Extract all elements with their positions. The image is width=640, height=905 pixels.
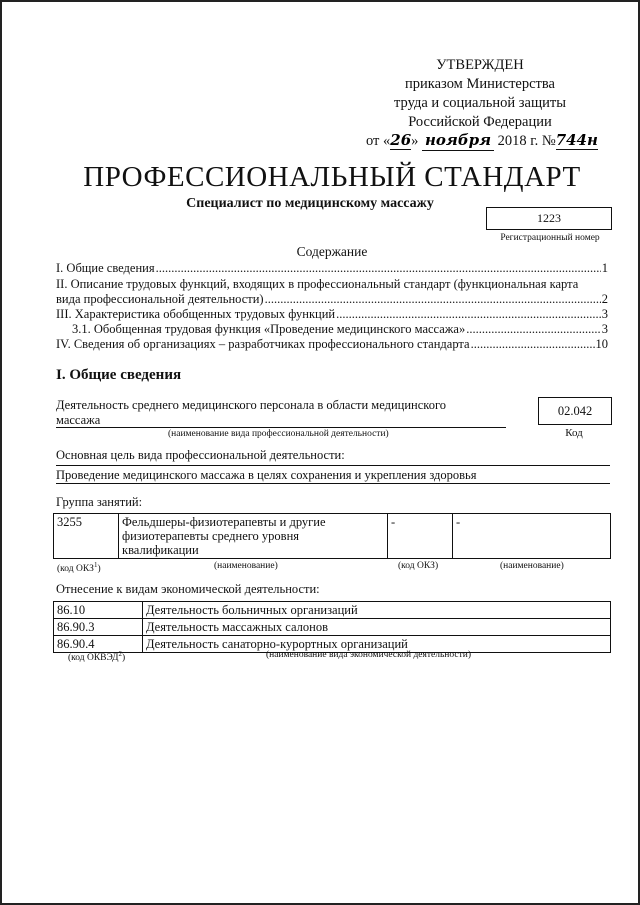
toc-item-text: III. Характеристика обобщенных трудовых функций — [56, 307, 336, 321]
okved-code-cell: 86.10 — [54, 602, 143, 619]
group-name-cell — [119, 514, 388, 559]
table-row — [54, 602, 611, 619]
date-prefix: от « — [366, 133, 391, 149]
date-mid: » — [411, 133, 419, 149]
approval-block — [360, 56, 600, 132]
document-title: ПРОФЕССИОНАЛЬНЫЙ СТАНДАРТ — [83, 161, 581, 193]
toc-item-page: 1 — [601, 261, 608, 275]
goal-box-top — [56, 465, 610, 466]
goal-text: Проведение медицинского массажа в целях сохранения и укрепления здоровья — [56, 468, 477, 482]
group-label: Группа занятий: — [56, 495, 143, 509]
activity-code-label: Код — [565, 427, 583, 439]
activity-caption: (наименование вида профессиональной деятельности) — [168, 429, 389, 439]
registration-number-box: 1223 — [486, 207, 612, 230]
activity-underline — [56, 427, 506, 428]
toc-item[interactable] — [72, 322, 608, 337]
okved-name-cell: Деятельность массажных салонов — [143, 619, 611, 636]
caption-okz-1: (код ОКЗ$^1$) — [57, 561, 101, 575]
okved-code-cell: 86.90.3 — [54, 619, 143, 636]
caption-name-1: (наименование) — [214, 561, 278, 571]
group-name-line-1: Фельдшеры-физиотерапевты и другие — [122, 515, 326, 529]
document-subtitle: Специалист по медицинскому массажу — [186, 196, 434, 211]
approval-line-3: труда и социальной защиты — [394, 95, 566, 111]
okved-code-cell: 86.90.4 — [54, 636, 143, 653]
order-number: 744н — [555, 131, 598, 149]
okved-name-cell: Деятельность больничных организаций — [143, 602, 611, 619]
toc-item[interactable] — [56, 261, 608, 276]
economic-activity-table — [53, 601, 611, 653]
table-row — [54, 619, 611, 636]
group-name-line-2: физиотерапевты среднего уровня — [122, 529, 300, 543]
toc-item-text: I. Общие сведения — [56, 261, 155, 275]
toc-leader — [471, 337, 595, 352]
section-heading: I. Общие сведения — [56, 367, 182, 383]
toc-leader — [265, 292, 601, 307]
activity-name-line-1: Деятельность среднего медицинского персонала в области медицинского — [56, 398, 447, 412]
group-code-2-cell: - — [388, 514, 453, 559]
date-month: ноября — [422, 131, 494, 151]
toc-item-text: 3.1. Обобщенная трудовая функция «Проведение медицинского массажа» — [72, 322, 466, 336]
activity-code-box: 02.042 — [538, 397, 612, 425]
date-year: 2018 г. № — [497, 133, 556, 149]
toc-item-text: вида профессиональной деятельности) — [56, 292, 264, 306]
toc-item-page: 10 — [595, 337, 608, 351]
econ-label: Отнесение к видам экономической деятельности: — [56, 582, 320, 596]
caption-okz-2: (код ОКЗ) — [398, 561, 439, 571]
activity-name — [56, 398, 506, 428]
approval-date-line — [366, 131, 616, 151]
group-name-line-3: квалификации — [122, 543, 199, 557]
page-border-left — [0, 0, 2, 905]
registration-number-label: Регистрационный номер — [500, 233, 600, 243]
occupation-group-table — [53, 513, 611, 559]
toc-item-page: 3 — [601, 307, 608, 321]
toc-item-text: II. Описание трудовых функций, входящих в профессиональный стандарт (функциональная карта — [56, 277, 579, 291]
toc-item-page: 2 — [601, 292, 608, 306]
group-name-2-cell: - — [453, 514, 611, 559]
page-border-top — [0, 0, 640, 2]
toc-item-page: 3 — [601, 322, 608, 336]
table-row — [54, 514, 611, 559]
caption-name-2: (наименование) — [500, 561, 564, 571]
caption-okved: (код ОКВЭД$^2$) — [68, 650, 126, 664]
goal-label: Основная цель вида профессиональной деятельности: — [56, 448, 345, 462]
toc-item[interactable] — [56, 277, 608, 292]
okved-name-cell: Деятельность санаторно-курортных организаций — [143, 636, 611, 653]
toc-item[interactable] — [56, 337, 608, 352]
goal-box-bottom — [56, 483, 610, 484]
approval-line-1: УТВЕРЖДЕН — [436, 57, 524, 73]
group-code-cell: 3255 — [54, 514, 119, 559]
toc-item[interactable] — [56, 307, 608, 322]
toc-item-text: IV. Сведения об организациях – разработчиках профессионального стандарта — [56, 337, 470, 351]
toc-leader — [466, 322, 601, 337]
caption-econ-name: (наименование вида экономической деятельности) — [266, 650, 471, 660]
toc-heading: Содержание — [296, 244, 368, 259]
toc-leader — [336, 307, 601, 322]
toc-item[interactable] — [56, 292, 608, 307]
activity-name-line-2: массажа — [56, 413, 101, 427]
toc-leader — [156, 261, 601, 276]
approval-line-4: Российской Федерации — [408, 114, 552, 130]
approval-line-2: приказом Министерства — [405, 76, 555, 92]
date-day: 26 — [390, 131, 412, 149]
